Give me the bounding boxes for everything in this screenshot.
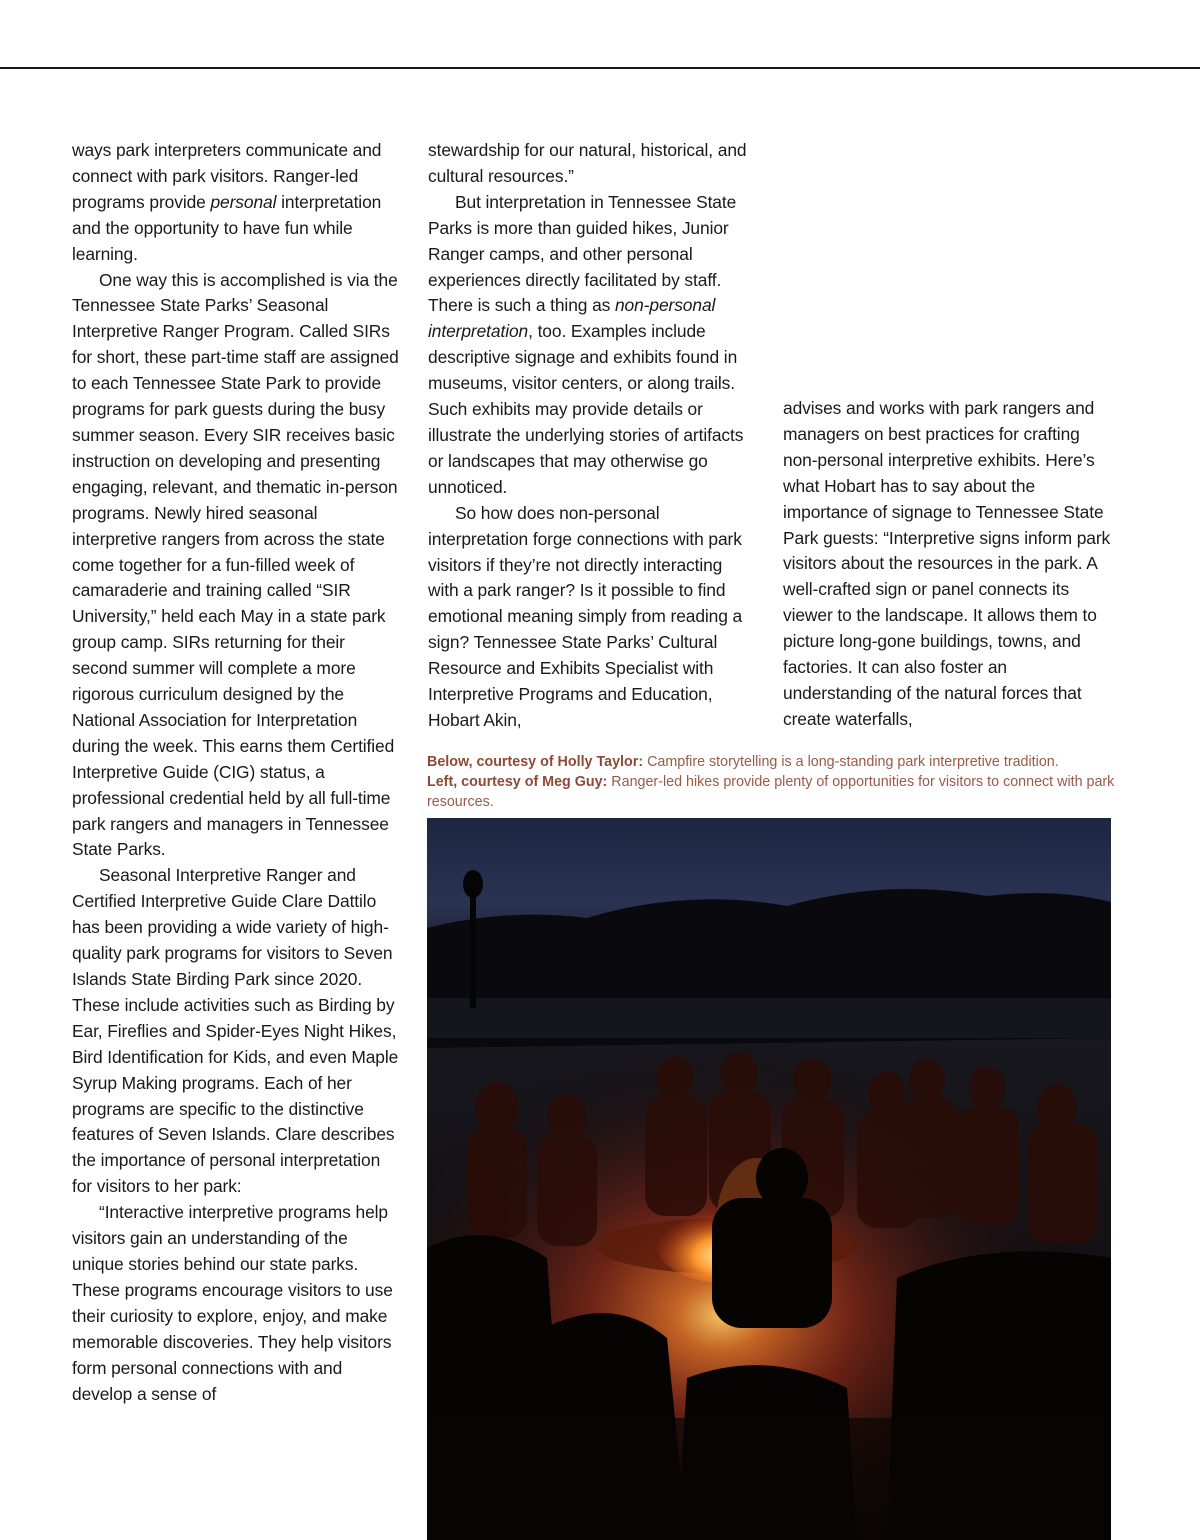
text-column-2 <box>428 138 753 734</box>
campfire-photo <box>427 818 1111 1540</box>
paragraph: advises and works with park rangers and managers on best practices for crafting non-personal interpretive exhibits. Here’s what Hobart has to say about the importance of signage to Tennessee State Park guests: “Interpretive signs inform park visitors about the resources in the park. A well-crafted sign or panel connects its viewer to the landscape. It allows them to picture long-gone buildings, towns, and factories. It can also foster an understanding of the natural forces that create waterfalls, <box>783 398 1111 729</box>
paragraph: “Interactive interpretive programs help visitors gain an understanding of the unique stories behind our state parks. These programs encourage visitors to use their curiosity to explore, enjoy, and make memorable discoveries. They help visitors form personal connections with and develop a sense of <box>72 1202 393 1404</box>
text-column-3 <box>783 396 1113 733</box>
caption-credit: Left, courtesy of Meg Guy: <box>427 774 608 790</box>
caption-line: Left, courtesy of Meg Guy: Ranger-led hikes provide plenty of opportunities for visitors to connect with park resources. <box>427 774 1115 810</box>
caption-line: Below, courtesy of Holly Taylor: Campfire storytelling is a long-standing park interpretive tradition. <box>427 754 1059 770</box>
header-rule <box>0 67 1200 69</box>
paragraph: One way this is accomplished is via the Tennessee State Parks’ Seasonal Interpretive Ranger Program. Called SIRs for short, these part-time staff are assigned to each Tennessee State Park to provide programs for park guests during the busy summer season. Every SIR receives basic instruction on developing and presenting engaging, relevant, and thematic in-person programs. Newly hired seasonal interpretive rangers from across the state come together for a fun-filled week of camaraderie and training called “SIR University,” held each May in a state park group camp. SIRs returning for their second summer will complete a more rigorous curriculum designed by the National Association for Interpretation during the week. This earns them Certified Interpretive Guide (CIG) status, a professional credential held by all full-time park rangers and managers in Tennessee State Parks. <box>72 269 399 860</box>
caption-credit: Below, courtesy of Holly Taylor: <box>427 754 644 770</box>
paragraph: ways park interpreters communicate and connect with park visitors. Ranger-led programs provide personal interpretation and the opportunity to have fun while learning. <box>72 140 382 264</box>
text-column-1 <box>72 138 402 1407</box>
paragraph: So how does non-personal interpretation forge connections with park visitors if they’re not directly interacting with a park ranger? Is it possible to find emotional meaning simply from reading a sign? Tennessee State Parks’ Cultural Resource and Exhibits Specialist with Interpretive Programs and Education, Hobart Akin, <box>428 502 743 730</box>
paragraph: Seasonal Interpretive Ranger and Certified Interpretive Guide Clare Dattilo has been providing a wide variety of high-quality park programs for visitors to Seven Islands State Birding Park since 2020. These include activities such as Birding by Ear, Fireflies and Spider-Eyes Night Hikes, Bird Identification for Kids, and even Maple Syrup Making programs. Each of her programs are specific to the distinctive features of Seven Islands. Clare describes the importance of personal interpretation for visitors to her park: <box>72 865 399 1197</box>
paragraph: stewardship for our natural, historical, and cultural resources.” <box>428 140 747 186</box>
photo-caption <box>427 752 1117 812</box>
paragraph: But interpretation in Tennessee State Parks is more than guided hikes, Junior Ranger camps, and other personal experiences directly facilitated by staff. There is such a thing as non-personal interpretation, too. Examples include descriptive signage and exhibits found in museums, visitor centers, or along trails. Such exhibits may provide details or illustrate the underlying stories of artifacts or landscapes that may otherwise go unnoticed. <box>428 191 744 497</box>
